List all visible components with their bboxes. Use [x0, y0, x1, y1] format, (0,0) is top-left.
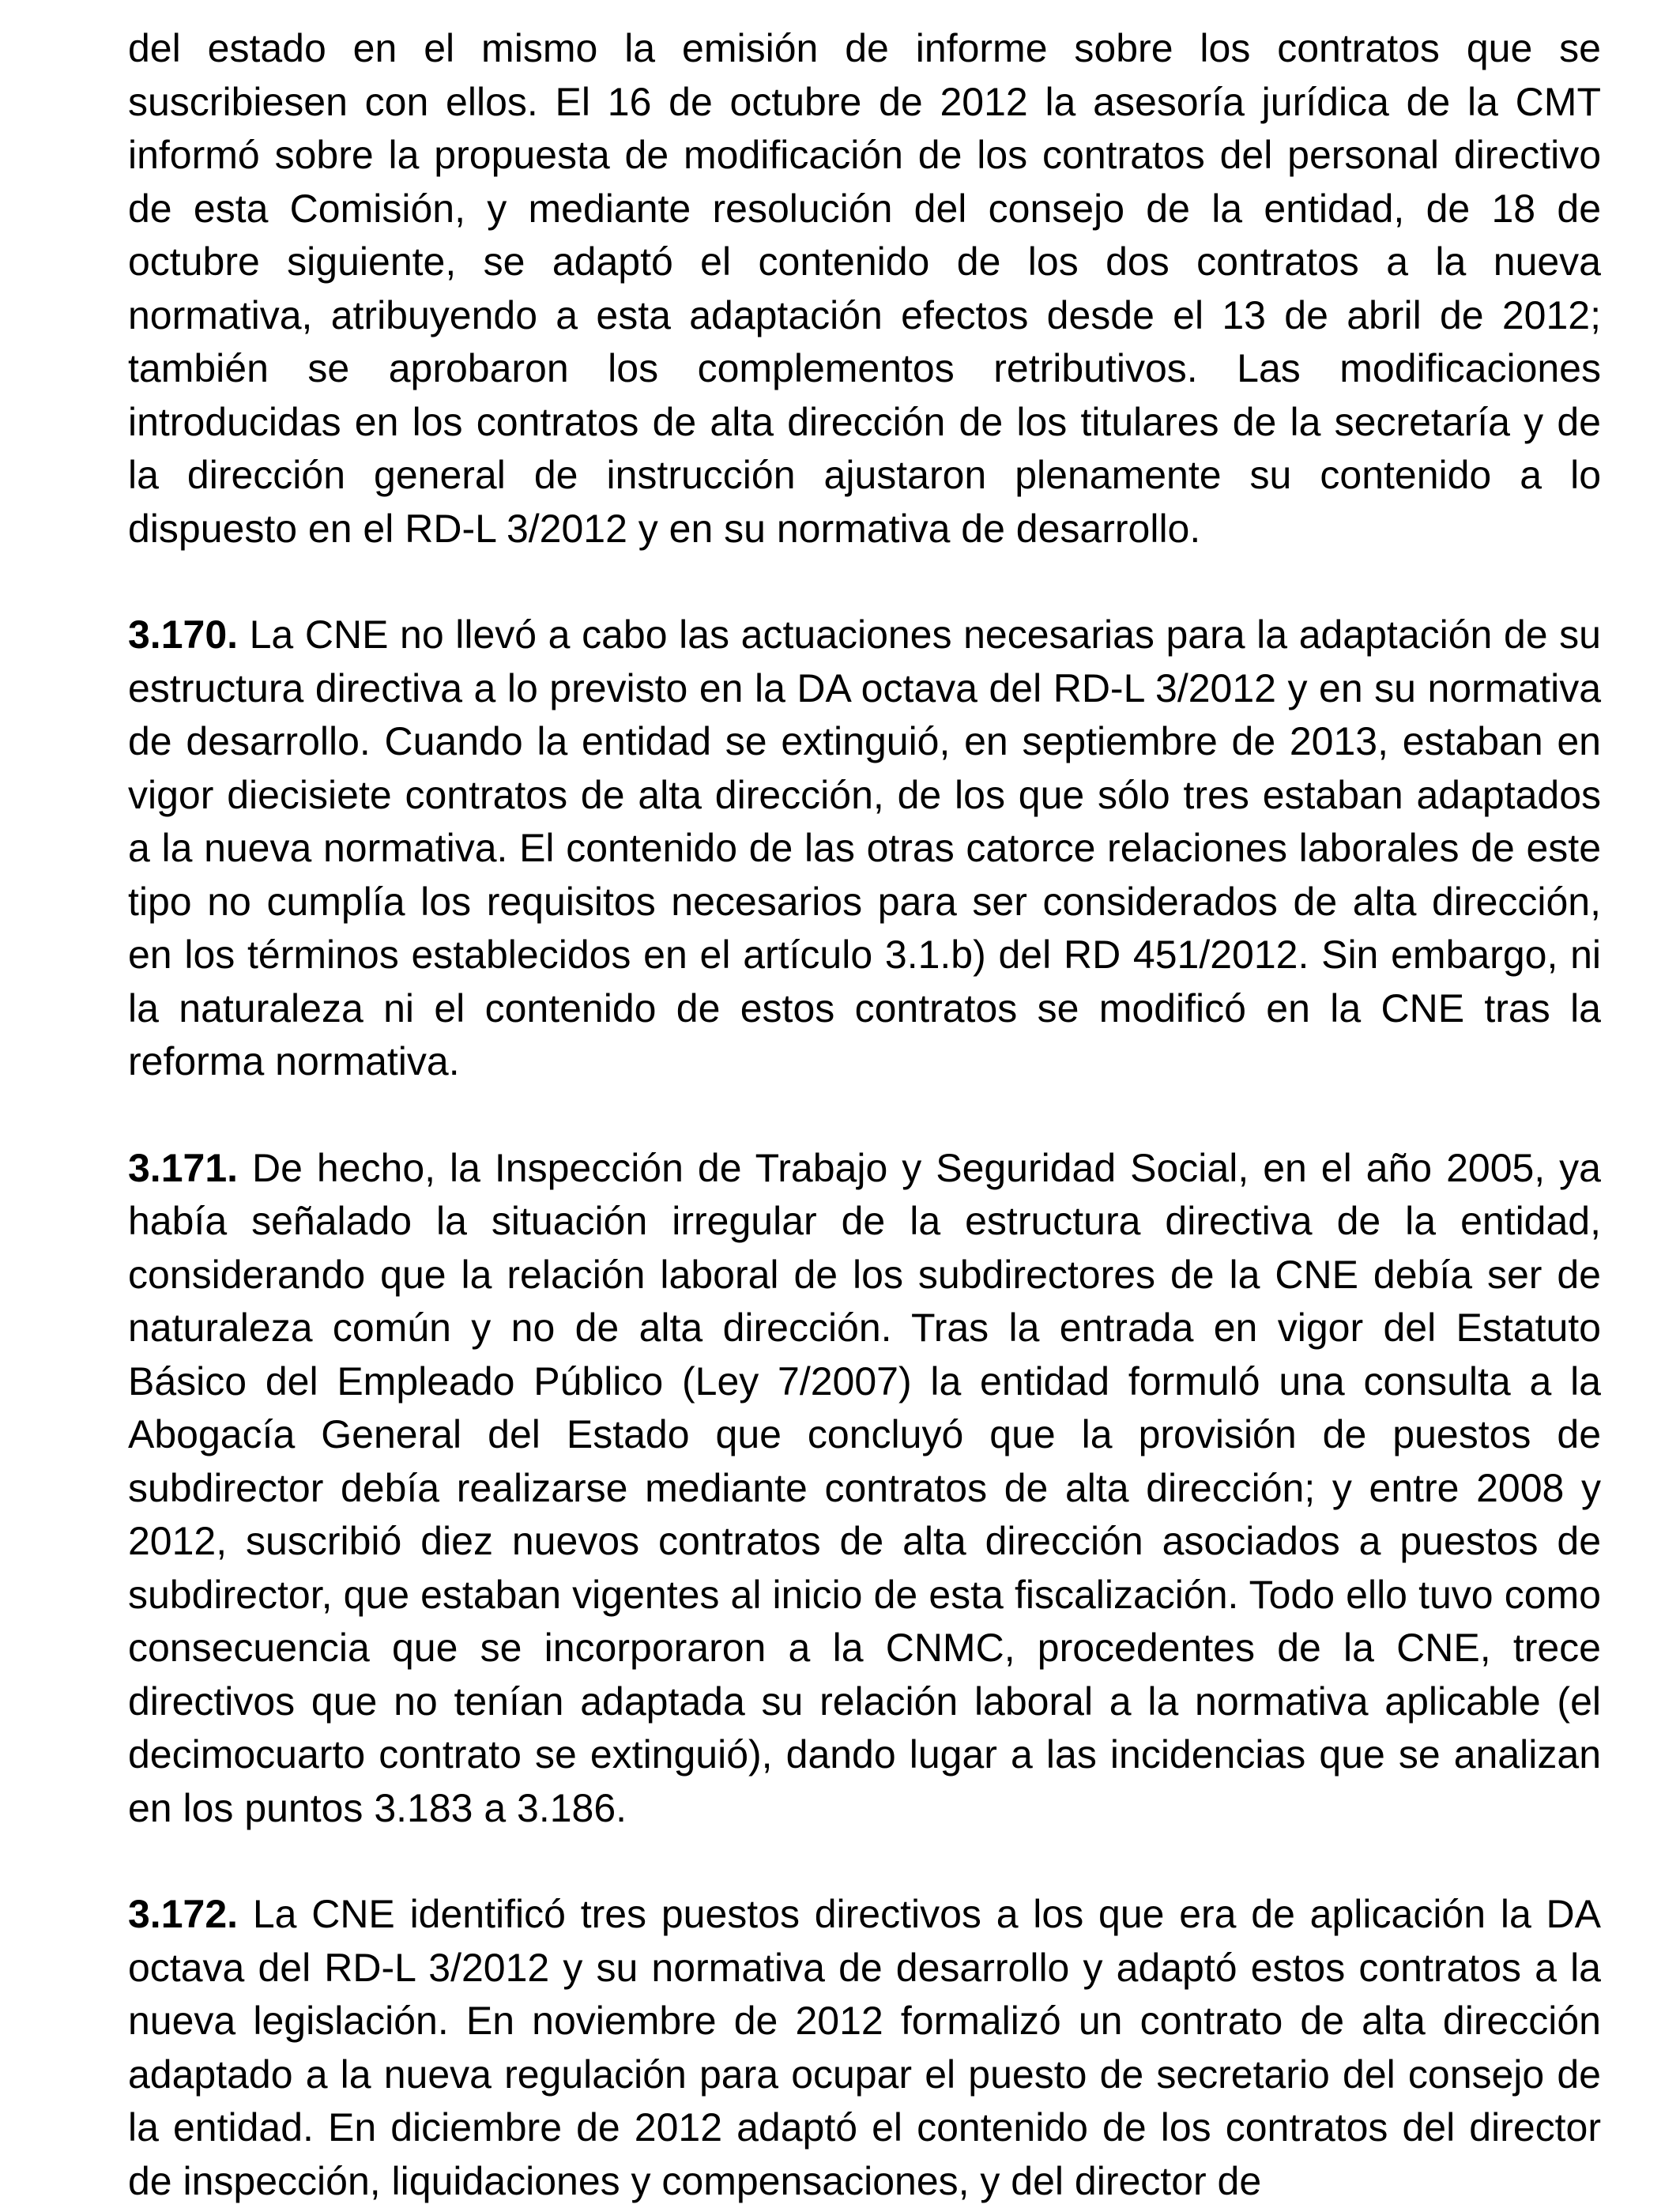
paragraph-text: del estado en el mismo la emisión de informe sobre los contratos que se suscribiesen con ellos. El 16 de octubre de 2012 la asesoría jurídica de la CMT informó sobre la propuesta de modificación de los contratos del personal directivo de esta Comisión, y mediante resolución del consejo de la entidad, de 18 de octubre siguiente, se adaptó el contenido de los dos contratos a la nueva normativa, atribuyendo a esta adaptación efectos desde el 13 de abril de 2012; también se aprobaron los complementos retributivos. Las modificaciones introducidas en los contratos de alta dirección de los titulares de la secretaría y de la dirección general de instrucción ajustaron plenamente su contenido a lo dispuesto en el RD-L 3/2012 y en su normativa de desarrollo.: [128, 26, 1601, 551]
paragraph-text: La CNE identificó tres puestos directivos a los que era de aplicación la DA octava del RD-L 3/2012 y su normativa de desarrollo y adaptó estos contratos a la nueva legislación. En noviembre de 2012 formalizó un contrato de alta dirección adaptado a la nueva regulación para ocupar el puesto de secretario del consejo de la entidad. En diciembre de 2012 adaptó el contenido de los contratos del director de inspección, liquidaciones y compensaciones, y del director de: [128, 1892, 1601, 2203]
paragraph-continuation: [128, 22, 1601, 556]
paragraph-number: 3.171.: [128, 1145, 239, 1190]
paragraph-3-172: [128, 1888, 1601, 2208]
paragraph-number: 3.172.: [128, 1892, 239, 1936]
paragraph-3-171: [128, 1142, 1601, 1836]
paragraph-text: De hecho, la Inspección de Trabajo y Seguridad Social, en el año 2005, ya había señalado la situación irregular de la estructura directiva de la entidad, considerando que la relación laboral de los subdirectores de la CNE debía ser de naturaleza común y no de alta dirección. Tras la entrada en vigor del Estatuto Básico del Empleado Público (Ley 7/2007) la entidad formuló una consulta a la Abogacía General del Estado que concluyó que la provisión de puestos de subdirector debía realizarse mediante contratos de alta dirección; y entre 2008 y 2012, suscribió diez nuevos contratos de alta dirección asociados a puestos de subdirector, que estaban vigentes al inicio de esta fiscalización. Todo ello tuvo como consecuencia que se incorporaron a la CNMC, procedentes de la CNE, trece directivos que no tenían adaptada su relación laboral a la normativa aplicable (el decimocuarto contrato se extinguió), dando lugar a las incidencias que se analizan en los puntos 3.183 a 3.186.: [128, 1145, 1601, 1830]
paragraph-number: 3.170.: [128, 612, 239, 657]
paragraph-text: La CNE no llevó a cabo las actuaciones necesarias para la adaptación de su estructura directiva a lo previsto en la DA octava del RD-L 3/2012 y en su normativa de desarrollo. Cuando la entidad se extinguió, en septiembre de 2013, estaban en vigor diecisiete contratos de alta dirección, de los que sólo tres estaban adaptados a la nueva normativa. El contenido de las otras catorce relaciones laborales de este tipo no cumplía los requisitos necesarios para ser considerados de alta dirección, en los términos establecidos en el artículo 3.1.b) del RD 451/2012. Sin embargo, ni la naturaleza ni el contenido de estos contratos se modificó en la CNE tras la reforma normativa.: [128, 612, 1601, 1083]
document-page: [128, 22, 1601, 2208]
paragraph-3-170: [128, 609, 1601, 1089]
